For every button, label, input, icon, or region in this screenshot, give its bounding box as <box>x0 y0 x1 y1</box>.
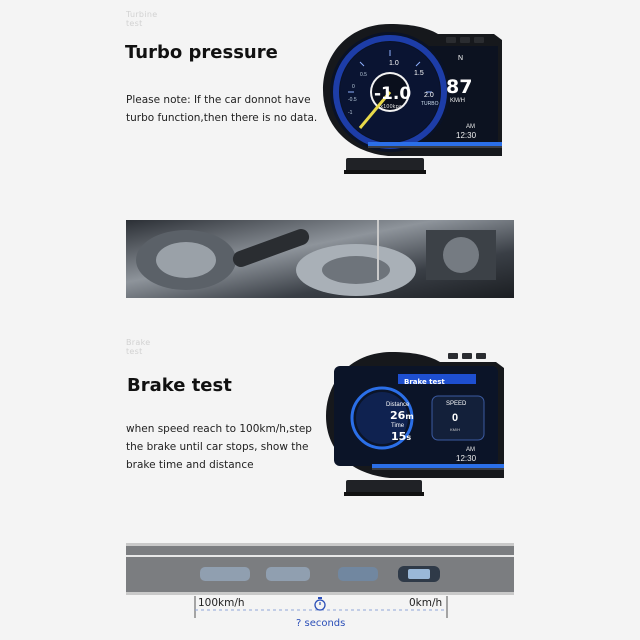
turbo-faint-line1: Turbine <box>126 10 158 19</box>
road-illustration <box>126 543 514 595</box>
brake-desc-line1: when speed reach to 100km/h,step <box>126 423 312 435</box>
turbo-tick-6: 1.5 <box>414 70 424 77</box>
brake-speed-label: SPEED <box>446 401 467 407</box>
turbo-speed-unit: KM/H <box>450 98 465 104</box>
turbo-clock-time: 12:30 <box>456 131 477 140</box>
compass-icon: N <box>458 55 464 62</box>
brake-measurement <box>126 596 514 636</box>
brake-section-title: Brake test <box>127 375 232 396</box>
brake-section-faint-label <box>126 338 150 356</box>
engine-photo <box>126 220 514 298</box>
turbo-tick-2: -0.5 <box>348 97 357 103</box>
turbo-faint-line2: test <box>126 19 143 28</box>
turbo-clock-ampm: AM <box>466 124 475 130</box>
brake-speed-unit: KM/H <box>450 427 460 432</box>
brake-screen-header: Brake test <box>404 378 445 386</box>
turbo-section-title: Turbo pressure <box>125 42 278 63</box>
brake-faint-line2: test <box>126 347 143 356</box>
brake-desc-line2: the brake until car stops, show the <box>126 441 309 453</box>
turbo-tick-5: 1.0 <box>389 60 399 67</box>
turbo-desc-line1: Please note: If the car donnot have <box>126 94 311 106</box>
brake-distance-unit: m <box>405 412 414 421</box>
brake-distance-label: Distance <box>386 402 410 408</box>
brake-clock-ampm: AM <box>466 447 475 453</box>
turbo-desc-line2: turbo function,then there is no data. <box>126 112 318 124</box>
brake-time <box>391 430 411 443</box>
brake-faint-line1: Brake <box>126 338 151 347</box>
stopwatch-icon <box>312 596 328 612</box>
brake-time-label: Time <box>391 423 405 429</box>
brake-distance <box>390 409 414 422</box>
measure-start-speed: 100km/h <box>198 597 245 609</box>
turbo-gauge-name: TURBO <box>421 101 439 107</box>
hud-device-turbo <box>318 20 508 178</box>
hud-device-brake <box>322 348 508 500</box>
turbo-tick-1: -1 <box>348 110 353 116</box>
brake-description <box>126 420 312 474</box>
turbo-tick-7: 2.0 <box>424 92 434 99</box>
brake-distance-value: 26 <box>390 409 406 422</box>
brake-clock-time: 12:30 <box>456 454 477 463</box>
brake-desc-line3: brake time and distance <box>126 459 254 471</box>
turbo-gauge-unit: x100kpa <box>380 104 402 110</box>
measure-end-speed: 0km/h <box>409 597 443 609</box>
turbo-section-faint-label <box>126 10 157 28</box>
measure-seconds: ? seconds <box>296 618 346 629</box>
brake-time-value: 15 <box>391 430 407 443</box>
brake-time-unit: s <box>406 433 412 442</box>
turbo-tick-4: 0.5 <box>360 72 367 78</box>
turbo-description <box>126 91 317 127</box>
turbo-speed-value: 87 <box>446 76 473 98</box>
turbo-gauge-value: -1.0 <box>374 84 412 104</box>
brake-speed-value: 0 <box>452 412 459 424</box>
turbo-tick-3: 0 <box>352 84 355 90</box>
